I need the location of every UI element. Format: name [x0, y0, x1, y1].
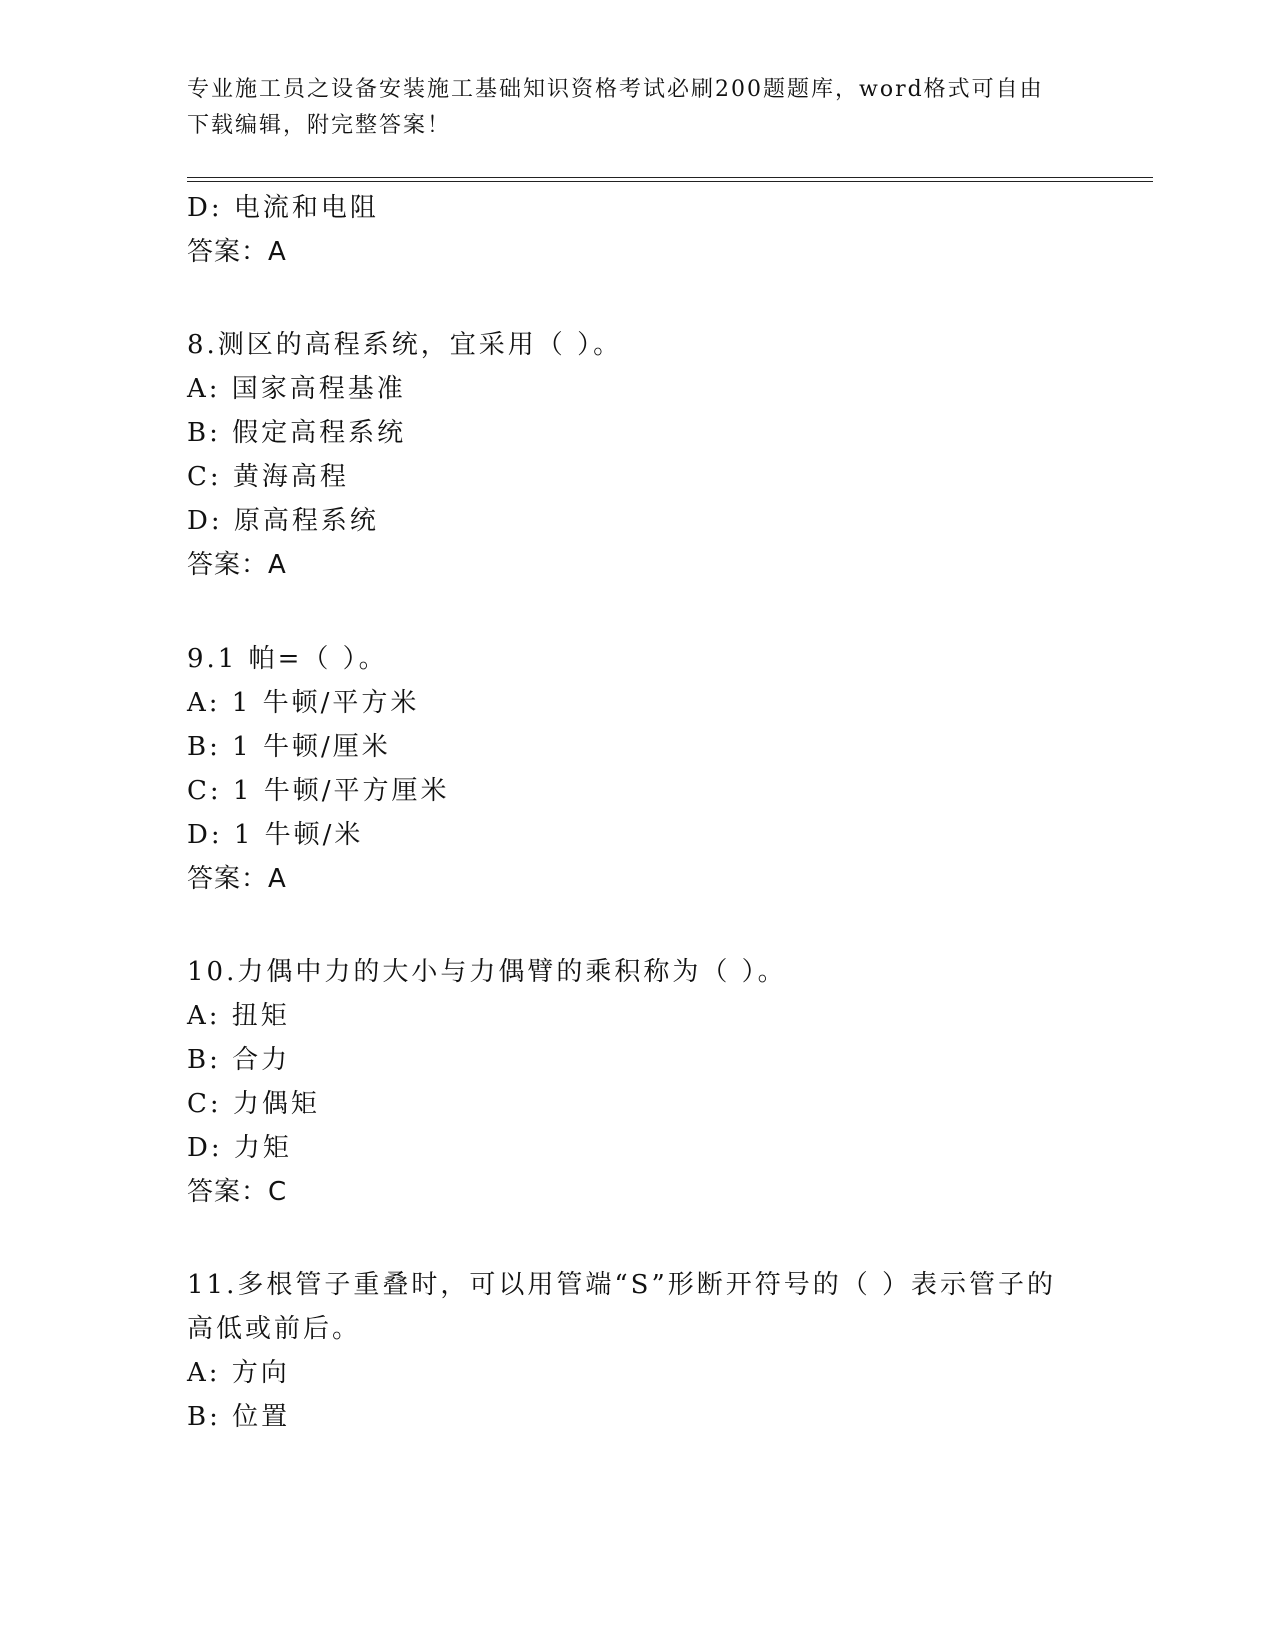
q11-option-a: A: 方向: [187, 1358, 290, 1388]
q10-question: 10.力偶中力的大小与力偶臂的乘积称为（ ）。: [187, 957, 787, 987]
q8-option-d: D: 原高程系统: [187, 506, 379, 536]
q9-answer: 答案：A: [187, 864, 287, 894]
q9-option-a: A: 1 牛顿/平方米: [187, 688, 420, 718]
q8-option-c: C: 黄海高程: [187, 462, 349, 492]
q8-question: 8.测区的高程系统，宜采用（ ）。: [187, 330, 623, 360]
header-line-1: 专业施工员之设备安装施工基础知识资格考试必刷200题题库，word格式可自由: [187, 77, 1044, 102]
q11-question-line-2: 高低或前后。: [187, 1314, 362, 1344]
prev-option-d: D: 电流和电阻: [187, 193, 379, 223]
q9-question: 9.1 帕=（ ）。: [187, 644, 388, 674]
q10-option-a: A: 扭矩: [187, 1001, 290, 1031]
q10-option-c: C: 力偶矩: [187, 1089, 320, 1119]
q10-option-b: B: 合力: [187, 1045, 291, 1075]
q8-answer: 答案：A: [187, 550, 287, 580]
q9-option-b: B: 1 牛顿/厘米: [187, 732, 391, 762]
q10-answer: 答案：C: [187, 1177, 288, 1207]
document-header: [187, 72, 1067, 144]
q9-option-c: C: 1 牛顿/平方厘米: [187, 776, 450, 806]
prev-answer: 答案：A: [187, 237, 287, 267]
header-divider-top: [187, 177, 1153, 178]
header-divider-bottom: [187, 181, 1153, 182]
q10-option-d: D: 力矩: [187, 1133, 292, 1163]
q8-option-a: A: 国家高程基准: [187, 374, 406, 404]
q11-question-line-1: 11.多根管子重叠时，可以用管端“S”形断开符号的（ ）表示管子的: [187, 1270, 1057, 1300]
q8-option-b: B: 假定高程系统: [187, 418, 407, 448]
q11-option-b: B: 位置: [187, 1402, 291, 1432]
q9-option-d: D: 1 牛顿/米: [187, 820, 364, 850]
header-line-2: 下载编辑，附完整答案！: [187, 113, 452, 138]
